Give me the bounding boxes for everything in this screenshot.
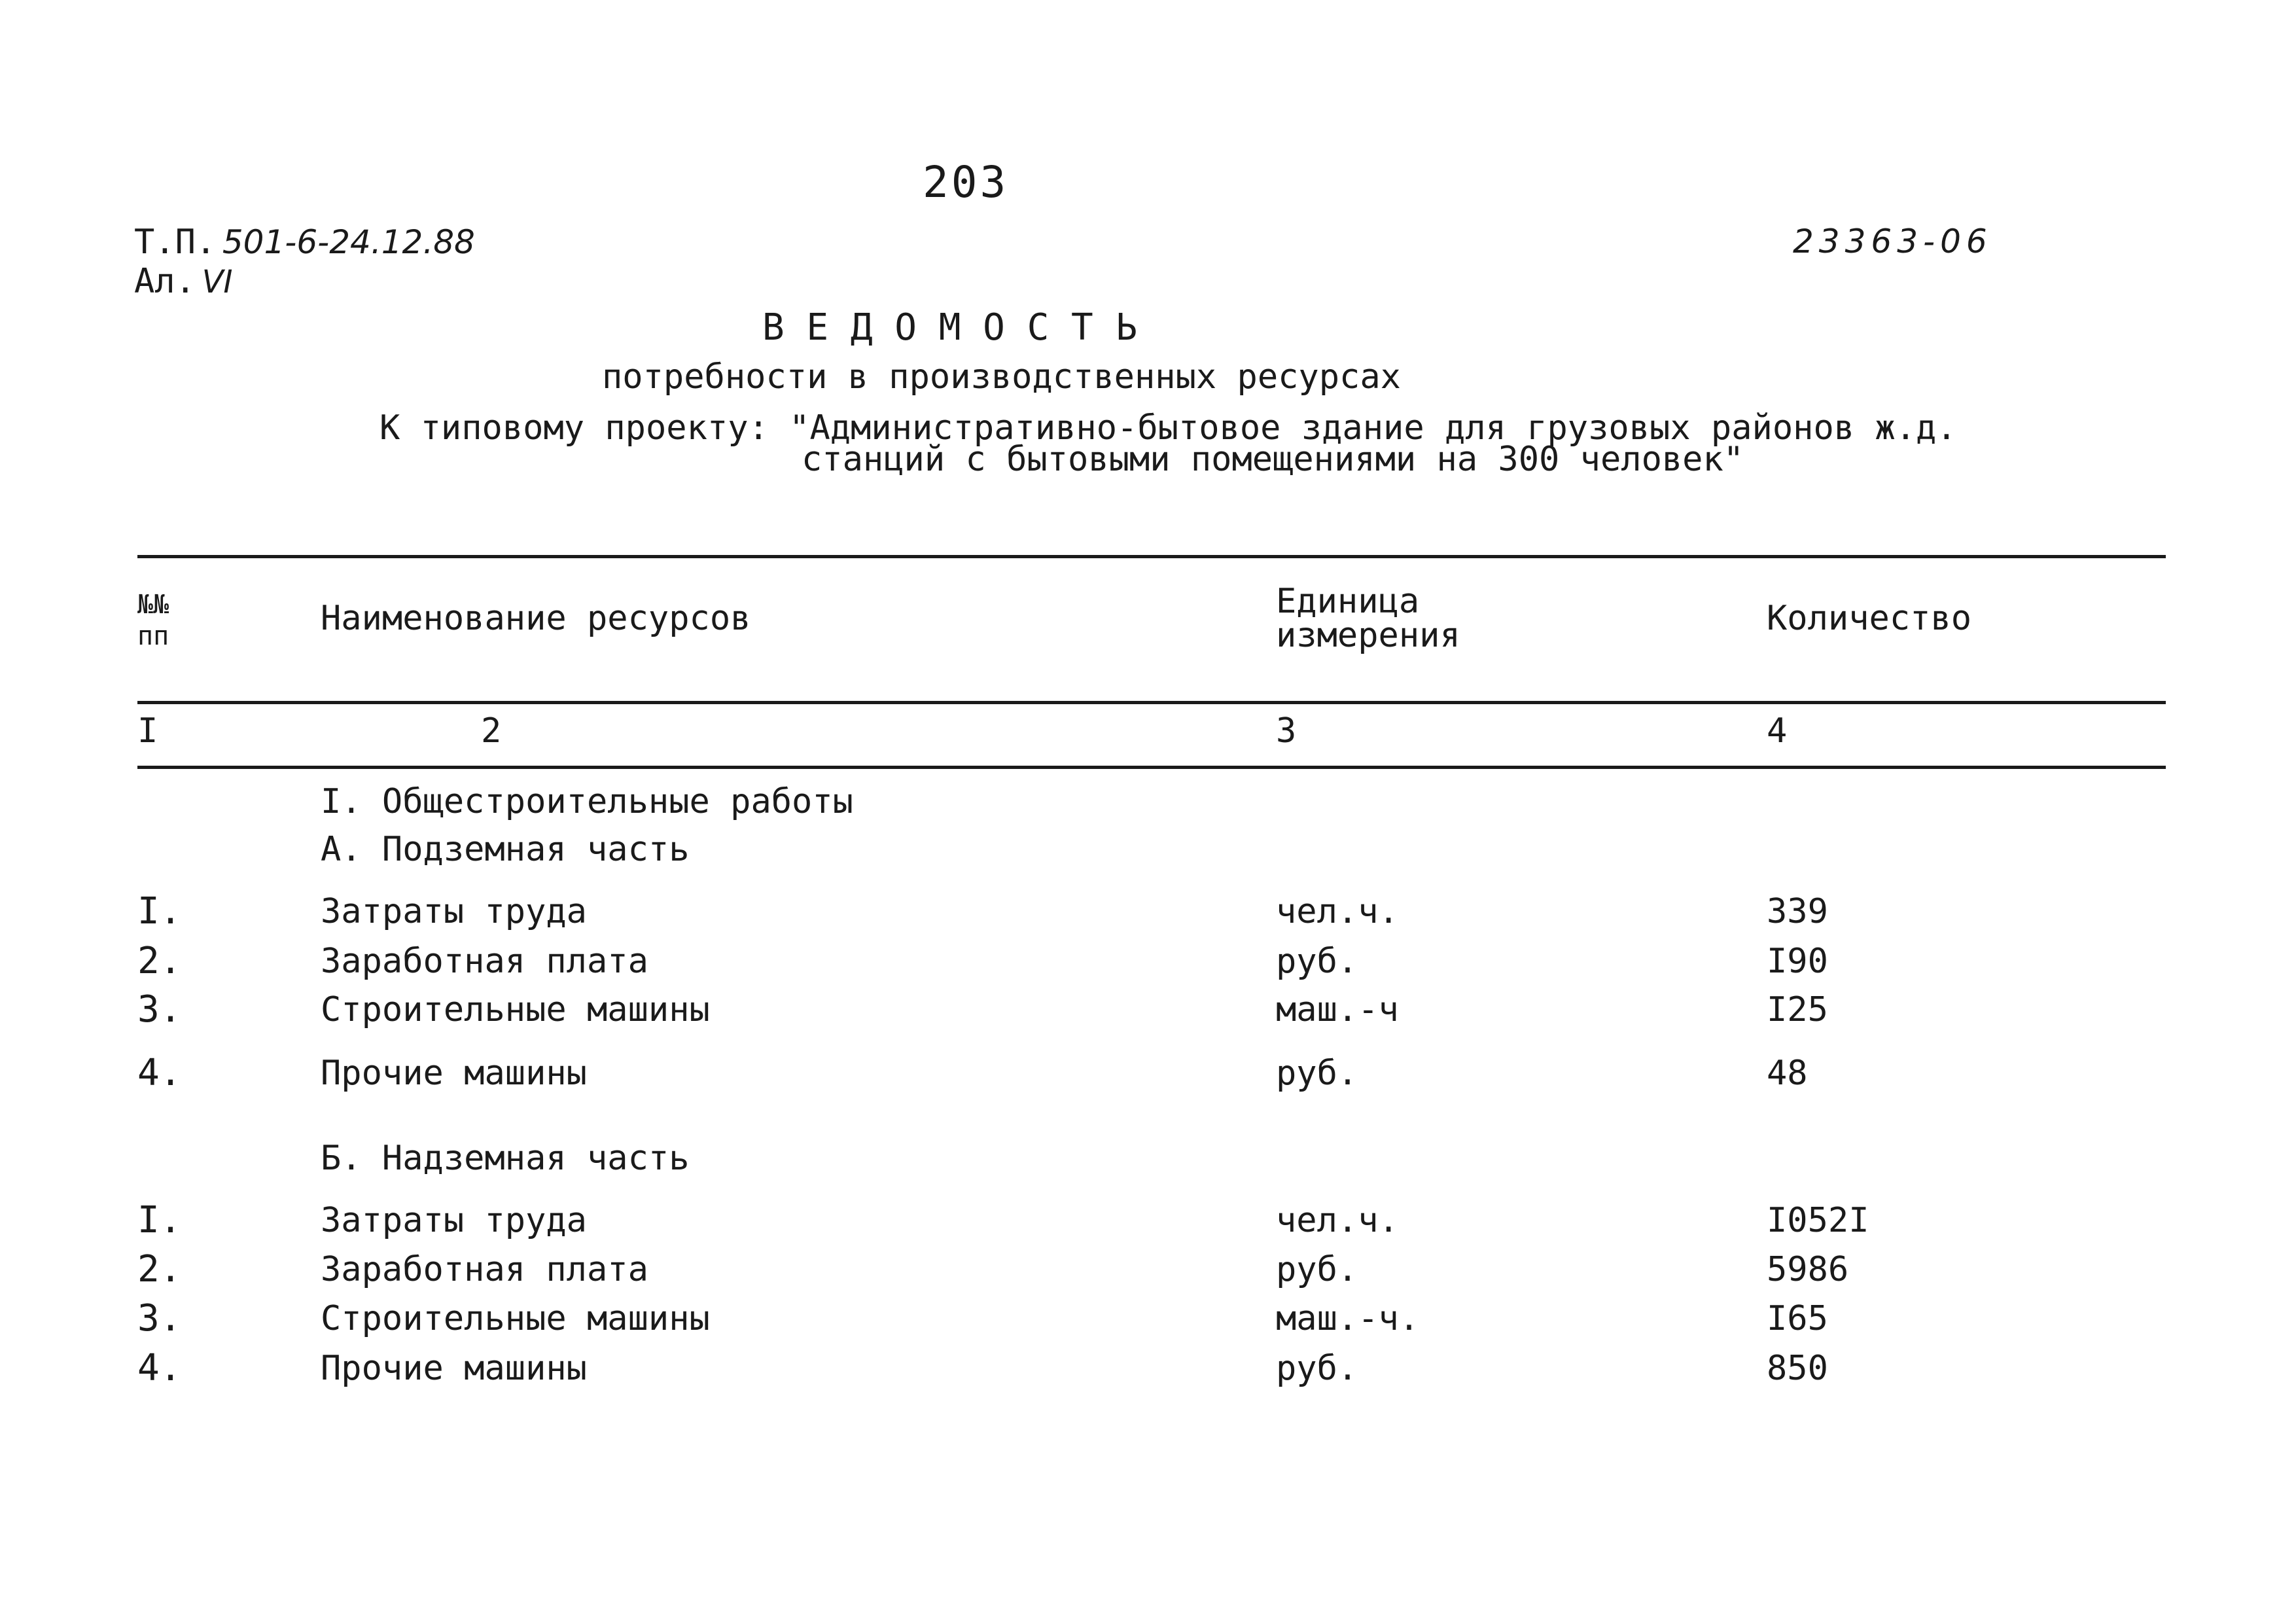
row-name: Затраты труда [321, 892, 587, 931]
row-number: I. [137, 890, 182, 933]
col-number-3: 3 [1276, 711, 1297, 751]
row-qty: I90 [1767, 942, 1828, 981]
section-heading: I. Общестроительные работы [321, 782, 853, 821]
row-qty: I052I [1767, 1201, 1869, 1240]
row-number: 4. [137, 1347, 182, 1389]
album-ref [134, 262, 233, 301]
row-name: Прочие машины [321, 1054, 587, 1093]
project-name-line1: К типовому проекту: "Административно-бытовое здание для грузовых районов ж.д. [380, 408, 1957, 448]
header-name: Наименование ресурсов [321, 599, 751, 638]
row-number: 3. [137, 988, 182, 1031]
header-unit-line2: измерения [1276, 616, 1460, 655]
header-num [137, 589, 169, 652]
project-ref-prefix: Т.П. [134, 223, 217, 262]
row-unit: чел.ч. [1276, 1201, 1399, 1240]
header-num-line1: №№ [137, 590, 169, 620]
row-name: Прочие машины [321, 1349, 587, 1388]
row-unit: руб. [1276, 1349, 1358, 1388]
col-number-4: 4 [1767, 711, 1788, 751]
row-unit: маш.-ч [1276, 990, 1399, 1029]
project-ref [134, 223, 475, 262]
project-name-line2: станций с бытовыми помещениями на 300 человек" [802, 440, 1744, 479]
row-qty: 850 [1767, 1349, 1828, 1388]
row-name: Заработная плата [321, 1250, 648, 1289]
row-name: Строительные машины [321, 1299, 710, 1338]
row-qty: 48 [1767, 1054, 1808, 1093]
row-qty: I25 [1767, 990, 1828, 1029]
row-number: 4. [137, 1052, 182, 1094]
row-number: 2. [137, 1248, 182, 1291]
header-unit [1276, 582, 1460, 655]
header-qty: Количество [1767, 599, 1972, 638]
row-name: Заработная плата [321, 942, 648, 981]
project-ref-code: 501-6-24.12.88 [222, 223, 475, 261]
subsection-b-heading: Б. Надземная часть [321, 1139, 690, 1178]
row-unit: маш.-ч. [1276, 1299, 1420, 1338]
header-unit-line1: Единица [1276, 582, 1420, 621]
subsection-a-heading: А. Подземная часть [321, 830, 690, 869]
document-title: В Е Д О М О С Т Ь [762, 306, 1138, 349]
row-unit: руб. [1276, 942, 1358, 981]
row-name: Затраты труда [321, 1201, 587, 1240]
album-number: VI [202, 264, 233, 300]
page-number: 203 [923, 157, 1009, 207]
header-num-line2: пп [137, 621, 169, 651]
col-number-2: 2 [481, 711, 502, 751]
row-number: 2. [137, 940, 182, 982]
row-qty: 339 [1767, 892, 1828, 931]
row-name: Строительные машины [321, 990, 710, 1029]
row-unit: чел.ч. [1276, 892, 1399, 931]
row-number: 3. [137, 1297, 182, 1340]
col-numbers-bottom-rule [137, 766, 2166, 769]
row-unit: руб. [1276, 1250, 1358, 1289]
row-qty: 5986 [1767, 1250, 1849, 1289]
document-subtitle: потребности в производственных ресурсах [602, 357, 1401, 397]
header-bottom-rule [137, 701, 2166, 704]
inventory-number: 23363-06 [1793, 223, 1992, 260]
table-top-rule [137, 555, 2166, 558]
row-number: I. [137, 1199, 182, 1241]
row-unit: руб. [1276, 1054, 1358, 1093]
col-number-1: I [137, 711, 158, 751]
row-qty: I65 [1767, 1299, 1828, 1338]
album-prefix: Ал. [134, 262, 196, 301]
